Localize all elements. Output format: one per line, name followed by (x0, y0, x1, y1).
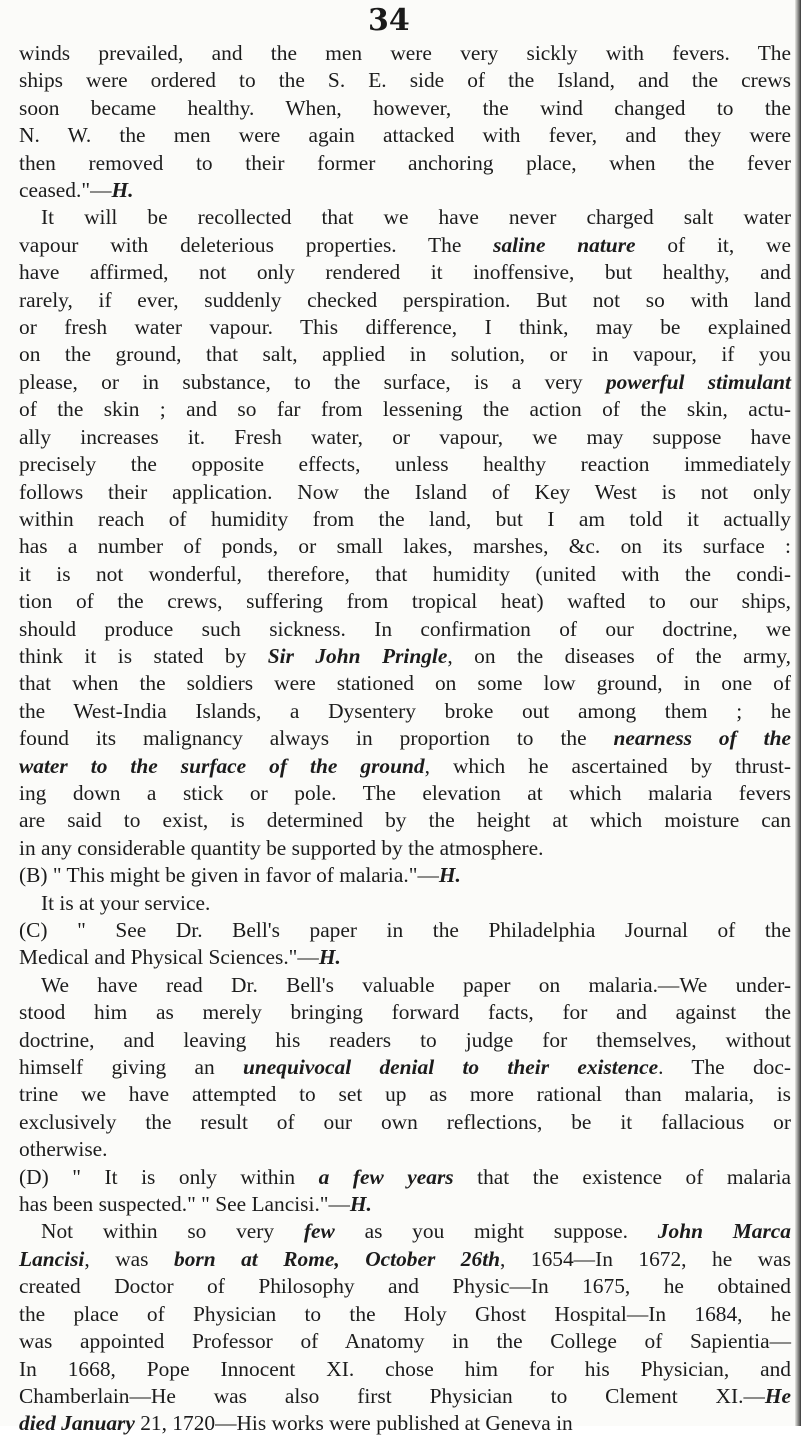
text-line (19, 232, 791, 259)
text-line (19, 561, 791, 588)
italic-text: unequivocal denial to their existence (243, 1055, 659, 1080)
italic-text: nearness of the (613, 726, 791, 751)
text-run: that the existence of malaria (453, 1164, 792, 1189)
text-line (19, 1054, 791, 1081)
text-line (19, 917, 791, 944)
text-line (19, 862, 791, 889)
text-line (19, 725, 791, 752)
text-run: himself giving an (19, 1055, 243, 1080)
text-run: . The doc- (658, 1055, 791, 1080)
text-line (19, 341, 791, 368)
text-run: We have read Dr. Bell's valuable paper on malaria.—We under- (41, 972, 791, 997)
text-line (19, 177, 791, 204)
text-run: within reach of humidity from the land, but I am told it actually (19, 506, 791, 531)
text-line (19, 670, 791, 697)
text-run: that when the soldiers were stationed on some low ground, in one of (19, 671, 791, 696)
text-run: then removed to their former anchoring place, when the fever (19, 150, 791, 175)
italic-text: H. (111, 178, 134, 203)
text-line (19, 314, 791, 341)
text-line (19, 369, 791, 396)
text-run: are said to exist, is determined by the height at which moisture can (19, 808, 791, 833)
text-run: In 1668, Pope Innocent XI. chose him for his Physician, and (19, 1356, 791, 1381)
text-run: , on the diseases of the army, (447, 643, 791, 668)
text-run: rarely, if ever, suddenly checked perspiration. But not so with land (19, 287, 791, 312)
text-run: (D) " It is only within (19, 1164, 319, 1189)
text-line (19, 67, 791, 94)
text-run: soon became healthy. When, however, the wind changed to the (19, 95, 791, 120)
text-line (19, 1356, 791, 1383)
text-run: otherwise. (19, 1137, 108, 1162)
text-run: Chamberlain—He was also first Physician to Clement XI.— (19, 1383, 765, 1408)
text-line (19, 424, 791, 451)
text-run: think it is stated by (19, 643, 268, 668)
text-line (19, 1027, 791, 1054)
text-line (19, 1191, 791, 1218)
text-line (19, 1383, 791, 1410)
italic-text: saline nature (493, 232, 636, 257)
text-line (19, 259, 791, 286)
text-run: ing down a stick or pole. The elevation at which malaria fevers (19, 780, 791, 805)
text-run: was appointed Professor of Anatomy in the College of Sapientia— (19, 1329, 791, 1354)
text-run: follows their application. Now the Island of Key West is not only (19, 479, 791, 504)
text-run: ships were ordered to the S. E. side of the Island, and the crews (19, 68, 791, 93)
text-line (19, 506, 791, 533)
text-run: precisely the opposite effects, unless healthy reaction immediately (19, 452, 791, 477)
italic-text: H. (349, 1192, 372, 1217)
italic-text: Sir John Pringle (267, 643, 448, 668)
text-run: N. W. the men were again attacked with fever, and they were (19, 123, 791, 148)
text-run: ceased."— (19, 178, 112, 203)
text-line (19, 972, 791, 999)
text-line (19, 807, 791, 834)
text-run: found its malignancy always in proportion to the (19, 726, 614, 751)
text-run: trine we have attempted to set up as more rational than malaria, is (19, 1082, 791, 1107)
text-line (19, 150, 791, 177)
text-line (19, 780, 791, 807)
text-line (19, 1081, 791, 1108)
italic-text: a few years (318, 1164, 454, 1189)
text-run: or fresh water vapour. This difference, I think, may be explained (19, 315, 791, 340)
text-run: , which he ascertained by thrust- (424, 753, 791, 778)
text-line (19, 533, 791, 560)
text-run: should produce such sickness. In confirmation of our doctrine, we (19, 616, 791, 641)
text-line (19, 1136, 791, 1163)
italic-text: died January (19, 1411, 135, 1436)
text-run: the place of Physician to the Holy Ghost Hospital—In 1684, he (19, 1301, 791, 1326)
text-run: (C) " See Dr. Bell's paper in the Philadelphia Journal of the (19, 918, 791, 942)
italic-text: water to the surface of the ground (19, 753, 425, 778)
italic-text: He (764, 1383, 791, 1408)
text-line (19, 1218, 791, 1245)
text-run: the West-India Islands, a Dysentery broke out among them ; he (19, 698, 791, 723)
text-run: exclusively the result of our own reflections, be it fallacious or (19, 1109, 791, 1134)
text-run: please, or in substance, to the surface, is a very (19, 369, 606, 394)
italic-text: Lancisi (19, 1246, 85, 1271)
text-line (19, 1246, 791, 1273)
text-run: It is at your service. (41, 890, 211, 915)
text-run: have affirmed, not only rendered it inoffensive, but healthy, and (19, 260, 791, 285)
text-run: in any considerable quantity be supported by the atmosphere. (19, 835, 544, 860)
text-line (19, 753, 791, 780)
text-run: tion of the crews, suffering from tropical heat) wafted to our ships, (19, 589, 791, 614)
italic-text: few (303, 1219, 335, 1244)
text-line (19, 643, 791, 670)
text-line (19, 396, 791, 423)
text-run: , was (84, 1246, 174, 1271)
text-line (19, 287, 791, 314)
text-run: Not within so very (41, 1219, 304, 1244)
text-line (19, 1301, 791, 1328)
text-run: , 1654—In 1672, he was (500, 1246, 791, 1271)
text-line (19, 616, 791, 643)
text-line (19, 1273, 791, 1300)
text-line (19, 479, 791, 506)
italic-text: powerful stimulant (605, 369, 792, 394)
text-line (19, 1328, 791, 1355)
text-line (19, 698, 791, 725)
text-line (19, 835, 791, 862)
text-run: stood him as merely bringing forward facts, for and against the (19, 1000, 791, 1025)
text-line (19, 944, 791, 971)
italic-text: born at Rome, October 26th (174, 1246, 501, 1271)
text-run: of it, we (635, 232, 791, 257)
text-line (19, 588, 791, 615)
text-line (19, 1109, 791, 1136)
page-number: 34 (368, 3, 410, 38)
text-line (19, 122, 791, 149)
text-line (19, 1410, 791, 1437)
page-edge-shadow (795, 0, 801, 1426)
text-run: vapour with deleterious properties. The (19, 232, 494, 257)
text-run: ally increases it. Fresh water, or vapour, we may suppose have (19, 424, 791, 449)
text-run: as you might suppose. (334, 1219, 658, 1244)
text-line (19, 451, 791, 478)
text-run: It will be recollected that we have never charged salt water (41, 205, 791, 230)
text-run: created Doctor of Philosophy and Physic—In 1675, he obtained (19, 1274, 791, 1299)
italic-text: H. (318, 945, 341, 970)
text-run: on the ground, that salt, applied in solution, or in vapour, if you (19, 342, 791, 367)
text-run: of the skin ; and so far from lessening the action of the skin, actu- (19, 397, 791, 422)
body-text (19, 40, 791, 1438)
text-run: has a number of ponds, or small lakes, marshes, &c. on its surface : (19, 534, 791, 559)
text-line (19, 204, 791, 231)
text-run: Medical and Physical Sciences."— (19, 945, 319, 970)
text-run: (B) " This might be given in favor of malaria."— (19, 863, 439, 888)
text-line (19, 890, 791, 917)
text-run: has been suspected." " See Lancisi."— (19, 1192, 350, 1217)
italic-text: John Marca (657, 1219, 791, 1244)
text-line (19, 1164, 791, 1191)
text-line (19, 999, 791, 1026)
text-run: winds prevailed, and the men were very sickly with fevers. The (19, 41, 791, 65)
text-run: it is not wonderful, therefore, that humidity (united with the condi- (19, 561, 791, 586)
text-run: doctrine, and leaving his readers to judge for themselves, without (19, 1027, 791, 1052)
text-line (19, 95, 791, 122)
text-line (19, 40, 791, 67)
text-run: 21, 1720—His works were published at Geneva in (134, 1411, 573, 1436)
italic-text: H. (438, 863, 461, 888)
